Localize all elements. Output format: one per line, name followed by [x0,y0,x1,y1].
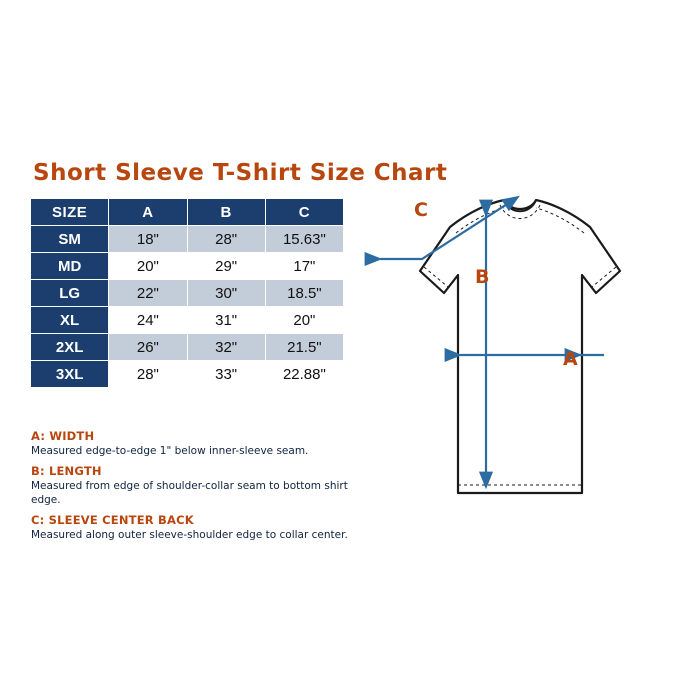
cell-width: 20" [109,253,187,280]
cell-length: 33" [187,361,265,388]
tshirt-diagram [358,175,668,525]
cell-length: 29" [187,253,265,280]
cell-width: 26" [109,334,187,361]
cell-size: 2XL [31,334,109,361]
cell-sleeve: 18.5" [265,280,343,307]
table-row [31,280,344,307]
cell-width: 24" [109,307,187,334]
legend-key-length: B: LENGTH [31,464,102,478]
cell-sleeve: 15.63" [265,226,343,253]
column-header-size: SIZE [31,199,109,226]
size-chart-table [30,198,344,388]
cell-length: 32" [187,334,265,361]
page-title: Short Sleeve T-Shirt Size Chart [33,160,448,186]
cell-size: 3XL [31,361,109,388]
cell-sleeve: 20" [265,307,343,334]
label-sleeve-c: C [414,199,428,221]
measurement-legend [31,429,361,548]
shirt-body-path [420,200,620,493]
legend-text-width: Measured edge-to-edge 1" below inner-sleeve seam. [31,445,309,457]
cell-size: SM [31,226,109,253]
cell-size: MD [31,253,109,280]
label-length-b: B [475,266,490,288]
cell-length: 31" [187,307,265,334]
cell-sleeve: 22.88" [265,361,343,388]
table-row [31,253,344,280]
cell-sleeve: 17" [265,253,343,280]
legend-text-sleeve: Measured along outer sleeve-shoulder edge to collar center. [31,529,348,541]
cell-width: 18" [109,226,187,253]
table-row [31,361,344,388]
legend-text-length: Measured from edge of shoulder-collar seam to bottom shirt edge. [31,480,348,506]
table-body [31,226,344,388]
label-width-a: A [563,348,578,370]
cell-length: 30" [187,280,265,307]
table-row [31,226,344,253]
legend-key-sleeve: C: SLEEVE CENTER BACK [31,513,194,527]
column-header-b: B [187,199,265,226]
table-header-row [31,199,344,226]
table-header [31,199,344,226]
legend-key-width: A: WIDTH [31,429,95,443]
cell-size: XL [31,307,109,334]
table-row [31,307,344,334]
cell-width: 22" [109,280,187,307]
column-header-c: C [265,199,343,226]
cell-size: LG [31,280,109,307]
tshirt-outline-icon [358,175,668,525]
column-header-a: A [109,199,187,226]
cell-width: 28" [109,361,187,388]
cell-sleeve: 21.5" [265,334,343,361]
table-row [31,334,344,361]
cell-length: 28" [187,226,265,253]
